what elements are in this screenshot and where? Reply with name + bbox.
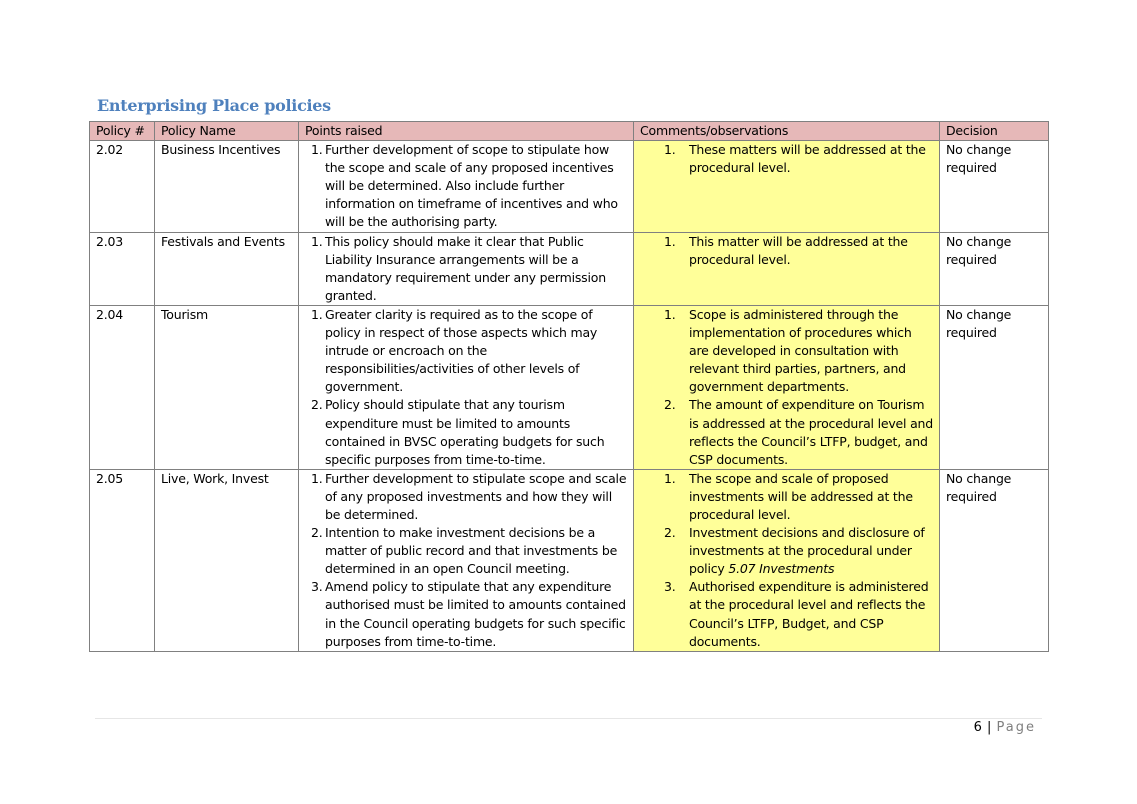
decision-cell: No change required — [940, 141, 1049, 232]
policy-name-cell: Live, Work, Invest — [155, 469, 299, 651]
list-item: 1. This matter will be addressed at the procedural level. — [664, 233, 908, 267]
points-cell — [299, 232, 634, 305]
list-item: 1. Greater clarity is required as to the scope of policy in respect of those aspects which may intrude or encroach on the responsibilities/activities of other levels of government. — [311, 306, 598, 395]
list-item: 2. Investment decisions and disclosure of investments at the procedural under policy 5.07 Investments — [664, 525, 925, 577]
policy-number-cell: 2.03 — [90, 232, 155, 305]
table-row — [90, 232, 1049, 305]
list-item: 2. Policy should stipulate that any tourism expenditure must be limited to amounts contained in BVSC operating budgets for such specific purposes from time-to-time. — [311, 397, 605, 467]
table-row — [90, 305, 1049, 469]
page-footer — [974, 720, 1036, 735]
policy-name-cell: Tourism — [155, 305, 299, 469]
policy-name-cell: Business Incentives — [155, 141, 299, 232]
list-item: 2. Intention to make investment decisions be a matter of public record and that investments be determined in an open Council meeting. — [311, 525, 618, 577]
policy-name-cell: Festivals and Events — [155, 232, 299, 305]
list-item: 3. Authorised expenditure is administered at the procedural level and reflects the Council’s LTFP, Budget, and CSP documents. — [664, 579, 929, 649]
table-row — [90, 141, 1049, 232]
list-item: 1. The scope and scale of proposed investments will be addressed at the procedural level. — [664, 470, 913, 522]
list-item: 2. The amount of expenditure on Tourism is addressed at the procedural level and reflects the Council’s LTFP, budget, and CSP documents. — [664, 397, 934, 467]
comments-list — [640, 306, 933, 469]
decision-cell: No change required — [940, 232, 1049, 305]
header-decision: Decision — [940, 122, 1049, 141]
table-row — [90, 469, 1049, 651]
header-policy-name: Policy Name — [155, 122, 299, 141]
points-cell — [299, 469, 634, 651]
list-item: 1. Further development to stipulate scope and scale of any proposed investments and how they will be determined. — [311, 470, 627, 522]
decision-cell: No change required — [940, 469, 1049, 651]
table-header-row — [90, 122, 1049, 141]
comments-cell — [634, 305, 940, 469]
header-points-raised: Points raised — [299, 122, 634, 141]
list-item: 1. Scope is administered through the implementation of procedures which are developed in consultation with relevant third parties, partners, and government departments. — [664, 306, 912, 395]
list-item: 1. This policy should make it clear that Public Liability Insurance arrangements will be a mandatory requirement under any permission granted. — [311, 233, 606, 303]
policy-reference: 5.07 Investments — [728, 561, 835, 577]
policies-table — [89, 121, 1049, 652]
comments-list — [640, 470, 933, 651]
page-label: Page — [996, 720, 1036, 735]
comments-list — [640, 141, 933, 177]
comments-cell — [634, 141, 940, 232]
points-cell — [299, 141, 634, 232]
points-list — [305, 470, 627, 651]
section-heading: Enterprising Place policies — [97, 96, 331, 115]
list-item: 1. Further development of scope to stipulate how the scope and scale of any proposed incentives will be determined. Also include further information on timeframe of incentives and who will be the authorising party. — [311, 142, 618, 230]
list-item: 3. Amend policy to stipulate that any expenditure authorised must be limited to amounts contained in the Council operating budgets for such specific purposes from time-to-time. — [311, 579, 626, 649]
list-item: 1. These matters will be addressed at the procedural level. — [664, 142, 926, 176]
points-list — [305, 141, 627, 231]
policy-number-cell: 2.04 — [90, 305, 155, 469]
comments-list — [640, 233, 933, 269]
policy-number-cell: 2.05 — [90, 469, 155, 651]
points-list — [305, 306, 627, 469]
header-policy-number: Policy # — [90, 122, 155, 141]
policy-number-cell: 2.02 — [90, 141, 155, 232]
header-comments: Comments/observations — [634, 122, 940, 141]
comments-cell — [634, 232, 940, 305]
footer-separator: | — [986, 720, 992, 735]
decision-cell: No change required — [940, 305, 1049, 469]
points-cell — [299, 305, 634, 469]
comments-cell — [634, 469, 940, 651]
page-number: 6 — [973, 720, 983, 735]
points-list — [305, 233, 627, 305]
footer-divider — [95, 718, 1042, 719]
